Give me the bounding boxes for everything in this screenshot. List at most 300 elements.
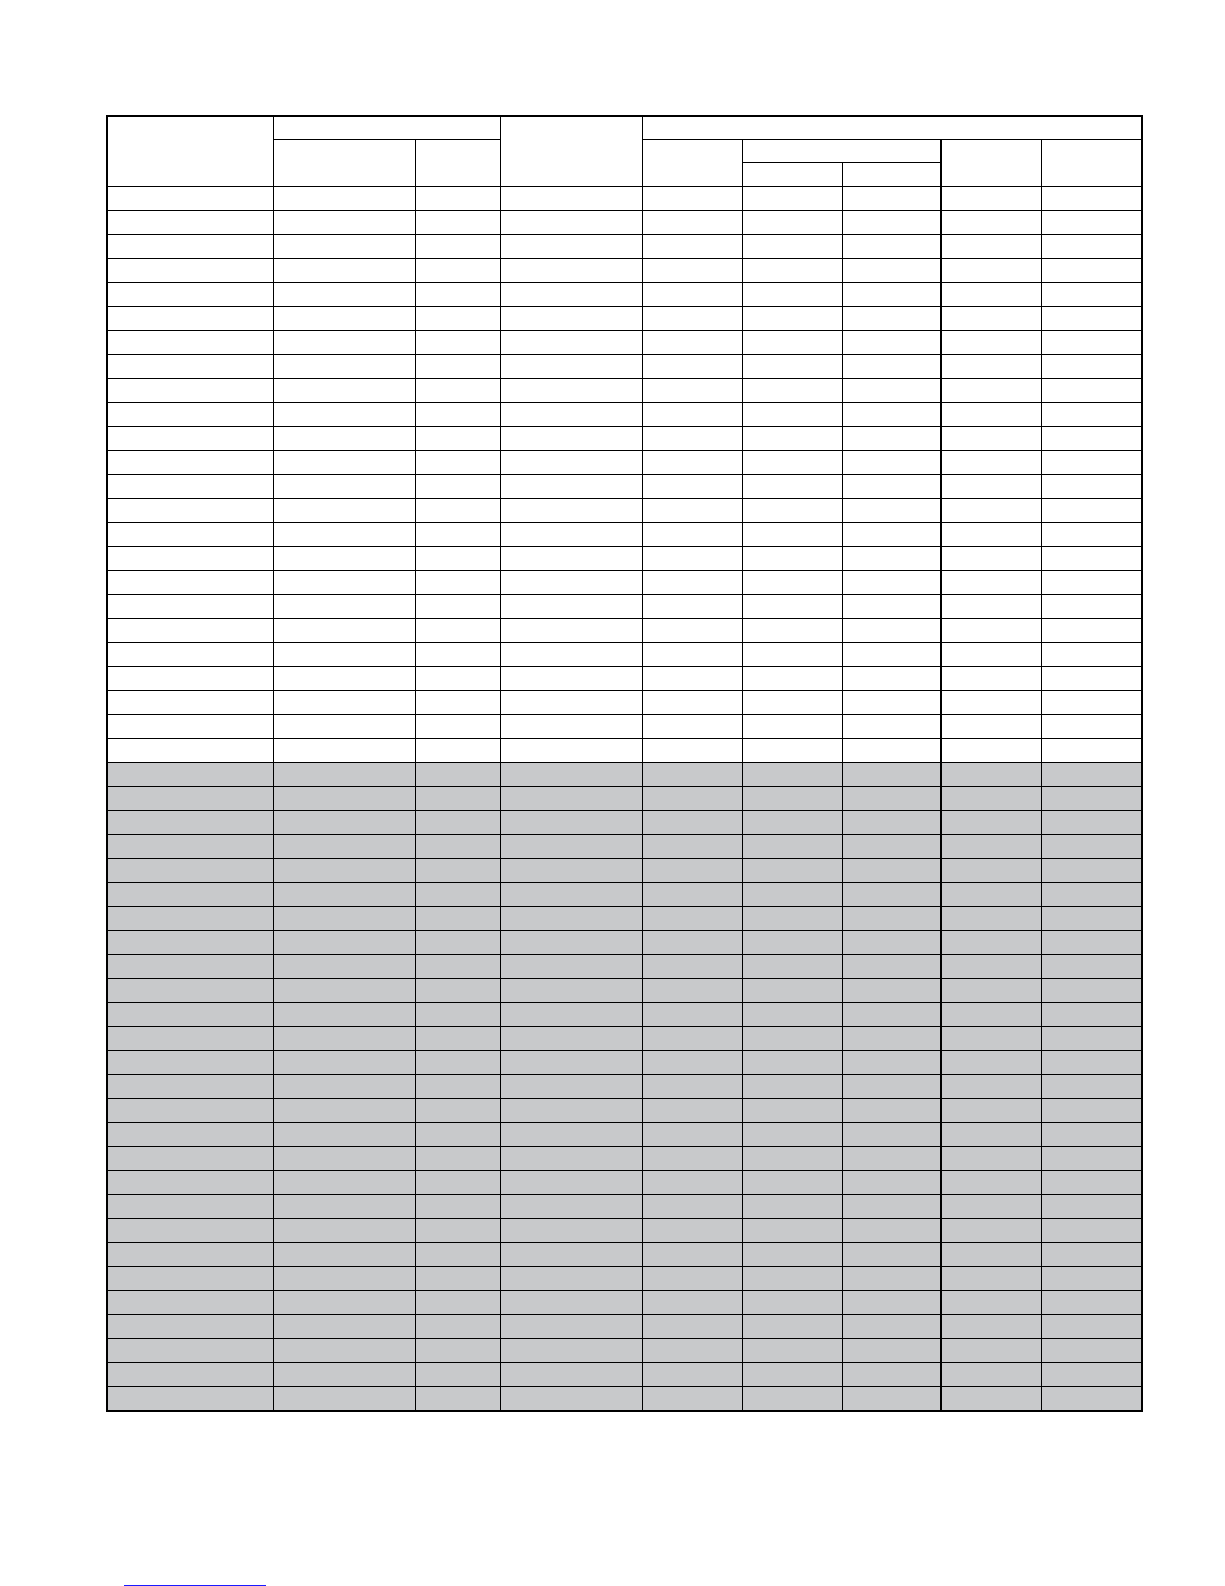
table-cell: [500, 355, 642, 379]
table-cell: [107, 619, 273, 643]
table-cell: [742, 355, 842, 379]
table-cell: [1041, 1123, 1142, 1147]
table-cell: [941, 739, 1041, 763]
table-row: [107, 763, 1142, 787]
table-cell: [842, 1075, 941, 1099]
table-cell: [415, 1123, 500, 1147]
table-cell: [642, 691, 742, 715]
table-cell: [642, 739, 742, 763]
table-cell: [742, 1363, 842, 1387]
table-cell: [415, 1363, 500, 1387]
table-row: [107, 1027, 1142, 1051]
table-cell: [742, 475, 842, 499]
table-cell: [1041, 859, 1142, 883]
table-cell: [642, 1291, 742, 1315]
table-cell: [941, 1195, 1041, 1219]
table-cell: [742, 379, 842, 403]
table-cell: [500, 787, 642, 811]
table-cell: [941, 643, 1041, 667]
table-cell: [642, 547, 742, 571]
table-cell: [941, 955, 1041, 979]
header-cell: [941, 140, 1041, 187]
table-cell: [941, 1027, 1041, 1051]
table-cell: [273, 475, 415, 499]
table-cell: [500, 691, 642, 715]
table-cell: [742, 211, 842, 235]
table-row: [107, 931, 1142, 955]
table-row: [107, 619, 1142, 643]
table-row: [107, 451, 1142, 475]
table-cell: [742, 763, 842, 787]
table-row: [107, 211, 1142, 235]
table-cell: [742, 619, 842, 643]
table-cell: [500, 1171, 642, 1195]
table-cell: [500, 451, 642, 475]
table-cell: [107, 1363, 273, 1387]
table-cell: [500, 283, 642, 307]
table-cell: [1041, 235, 1142, 259]
table-cell: [742, 1315, 842, 1339]
table-row: [107, 523, 1142, 547]
table-cell: [842, 1123, 941, 1147]
table-cell: [941, 283, 1041, 307]
table-cell: [500, 331, 642, 355]
table-cell: [842, 1339, 941, 1363]
table-cell: [842, 547, 941, 571]
table-row: [107, 1003, 1142, 1027]
table-cell: [415, 523, 500, 547]
table-cell: [941, 595, 1041, 619]
table-cell: [941, 547, 1041, 571]
table-cell: [742, 883, 842, 907]
table-cell: [941, 1123, 1041, 1147]
table-cell: [742, 859, 842, 883]
table-cell: [1041, 955, 1142, 979]
table-cell: [273, 979, 415, 1003]
table-cell: [742, 1099, 842, 1123]
table-cell: [842, 187, 941, 211]
table-cell: [500, 835, 642, 859]
table-cell: [415, 595, 500, 619]
table-cell: [500, 187, 642, 211]
table-cell: [415, 451, 500, 475]
table-cell: [500, 667, 642, 691]
table-cell: [642, 475, 742, 499]
table-cell: [1041, 523, 1142, 547]
table-cell: [941, 523, 1041, 547]
table-cell: [415, 643, 500, 667]
table-cell: [642, 451, 742, 475]
table-cell: [1041, 739, 1142, 763]
table-cell: [273, 907, 415, 931]
table-cell: [842, 1147, 941, 1171]
table-cell: [941, 835, 1041, 859]
table-cell: [642, 427, 742, 451]
table-cell: [1041, 1339, 1142, 1363]
table-cell: [273, 1123, 415, 1147]
table-cell: [742, 331, 842, 355]
table-cell: [642, 355, 742, 379]
table-cell: [107, 1123, 273, 1147]
table-cell: [742, 1147, 842, 1171]
table-cell: [107, 211, 273, 235]
table-row: [107, 1051, 1142, 1075]
table-cell: [842, 1291, 941, 1315]
table-cell: [642, 523, 742, 547]
table-cell: [642, 931, 742, 955]
table-cell: [742, 691, 842, 715]
table-cell: [642, 811, 742, 835]
table-row: [107, 355, 1142, 379]
table-cell: [842, 1195, 941, 1219]
table-cell: [642, 1003, 742, 1027]
table-cell: [1041, 307, 1142, 331]
table-cell: [1041, 1027, 1142, 1051]
table-cell: [500, 859, 642, 883]
table-row: [107, 1291, 1142, 1315]
table-cell: [742, 1075, 842, 1099]
table-cell: [107, 547, 273, 571]
table-cell: [941, 931, 1041, 955]
table-cell: [941, 811, 1041, 835]
table-cell: [642, 619, 742, 643]
table-cell: [941, 979, 1041, 1003]
table-cell: [415, 1219, 500, 1243]
table-cell: [742, 499, 842, 523]
table-cell: [500, 739, 642, 763]
table-cell: [500, 499, 642, 523]
table-row: [107, 331, 1142, 355]
table-cell: [842, 787, 941, 811]
table-cell: [642, 571, 742, 595]
table-cell: [273, 1291, 415, 1315]
table-cell: [500, 979, 642, 1003]
table-cell: [500, 1339, 642, 1363]
table-cell: [1041, 499, 1142, 523]
table-cell: [273, 835, 415, 859]
table-cell: [742, 595, 842, 619]
table-cell: [107, 835, 273, 859]
table-cell: [742, 451, 842, 475]
table-cell: [1041, 691, 1142, 715]
table-cell: [842, 355, 941, 379]
table-cell: [842, 715, 941, 739]
header-cell: [742, 140, 941, 163]
table-cell: [1041, 643, 1142, 667]
table-cell: [941, 571, 1041, 595]
table-cell: [415, 787, 500, 811]
table-row: [107, 235, 1142, 259]
table-cell: [500, 1267, 642, 1291]
table-cell: [500, 1219, 642, 1243]
table-row: [107, 187, 1142, 211]
table-cell: [1041, 1291, 1142, 1315]
table-cell: [107, 595, 273, 619]
table-cell: [273, 931, 415, 955]
table-cell: [500, 883, 642, 907]
table-cell: [642, 595, 742, 619]
table-cell: [941, 1363, 1041, 1387]
table-cell: [941, 619, 1041, 643]
table-cell: [107, 883, 273, 907]
table-cell: [1041, 187, 1142, 211]
table-cell: [273, 859, 415, 883]
table-cell: [107, 1003, 273, 1027]
table-cell: [273, 811, 415, 835]
table-cell: [500, 931, 642, 955]
table-header: [107, 116, 1142, 187]
table-cell: [500, 1387, 642, 1412]
table-cell: [941, 883, 1041, 907]
table-cell: [842, 235, 941, 259]
table-cell: [415, 427, 500, 451]
table-cell: [1041, 547, 1142, 571]
table-cell: [941, 907, 1041, 931]
table-cell: [742, 187, 842, 211]
header-cell: [742, 163, 842, 187]
table-cell: [642, 979, 742, 1003]
table-row: [107, 259, 1142, 283]
table-cell: [642, 1123, 742, 1147]
table-cell: [941, 1291, 1041, 1315]
table-cell: [415, 571, 500, 595]
table-cell: [642, 859, 742, 883]
table-row: [107, 739, 1142, 763]
table-cell: [107, 1387, 273, 1412]
table-cell: [842, 1099, 941, 1123]
table-cell: [642, 1051, 742, 1075]
table-cell: [273, 1099, 415, 1123]
table-cell: [107, 667, 273, 691]
table-cell: [842, 379, 941, 403]
header-cell: [107, 116, 273, 187]
table-cell: [1041, 619, 1142, 643]
table-cell: [742, 1339, 842, 1363]
table-cell: [742, 547, 842, 571]
table-cell: [1041, 1315, 1142, 1339]
table-cell: [273, 643, 415, 667]
table-cell: [107, 451, 273, 475]
header-cell: [500, 116, 642, 187]
table-cell: [941, 1267, 1041, 1291]
table-cell: [941, 667, 1041, 691]
table-cell: [642, 307, 742, 331]
table-cell: [107, 355, 273, 379]
table-cell: [842, 1003, 941, 1027]
table-cell: [642, 283, 742, 307]
table-cell: [941, 307, 1041, 331]
table-cell: [107, 1099, 273, 1123]
table-cell: [842, 907, 941, 931]
table-cell: [500, 235, 642, 259]
table-cell: [642, 1315, 742, 1339]
table-cell: [1041, 1387, 1142, 1412]
table-cell: [742, 739, 842, 763]
table-cell: [415, 931, 500, 955]
table-row: [107, 499, 1142, 523]
table-cell: [642, 259, 742, 283]
table-cell: [941, 403, 1041, 427]
table-cell: [642, 1243, 742, 1267]
table-cell: [107, 1195, 273, 1219]
blank-form-table: [106, 115, 1143, 1412]
table-cell: [415, 1051, 500, 1075]
table-cell: [500, 1363, 642, 1387]
table-cell: [842, 307, 941, 331]
table-cell: [941, 475, 1041, 499]
table-cell: [941, 1147, 1041, 1171]
table-cell: [500, 1147, 642, 1171]
table-cell: [1041, 1195, 1142, 1219]
table-row: [107, 283, 1142, 307]
table-row: [107, 883, 1142, 907]
header-row-1: [107, 116, 1142, 140]
table-cell: [273, 1339, 415, 1363]
table-cell: [642, 787, 742, 811]
table-cell: [273, 1051, 415, 1075]
table-cell: [500, 427, 642, 451]
header-cell: [273, 140, 415, 187]
table-cell: [500, 259, 642, 283]
table-cell: [273, 1267, 415, 1291]
table-cell: [415, 955, 500, 979]
table-row: [107, 715, 1142, 739]
table-cell: [273, 355, 415, 379]
table-cell: [1041, 283, 1142, 307]
table-cell: [642, 955, 742, 979]
table-cell: [273, 619, 415, 643]
table-cell: [500, 403, 642, 427]
table-cell: [415, 187, 500, 211]
table-cell: [107, 763, 273, 787]
table-row: [107, 571, 1142, 595]
header-cell: [415, 140, 500, 187]
table-cell: [842, 595, 941, 619]
table-row: [107, 1219, 1142, 1243]
table-cell: [842, 883, 941, 907]
table-cell: [842, 979, 941, 1003]
table-row: [107, 1387, 1142, 1412]
table-cell: [1041, 595, 1142, 619]
table-cell: [742, 907, 842, 931]
table-cell: [742, 1387, 842, 1412]
table-row: [107, 1123, 1142, 1147]
table-cell: [415, 859, 500, 883]
table-cell: [415, 1291, 500, 1315]
table-cell: [415, 1387, 500, 1412]
table-cell: [273, 1003, 415, 1027]
table-cell: [500, 1099, 642, 1123]
table-cell: [415, 691, 500, 715]
table-cell: [415, 355, 500, 379]
table-row: [107, 547, 1142, 571]
table-cell: [642, 235, 742, 259]
table-cell: [742, 1171, 842, 1195]
table-cell: [273, 787, 415, 811]
table-row: [107, 667, 1142, 691]
table-cell: [107, 283, 273, 307]
table-cell: [107, 787, 273, 811]
table-cell: [1041, 379, 1142, 403]
table-row: [107, 811, 1142, 835]
table-cell: [107, 1291, 273, 1315]
table-cell: [107, 955, 273, 979]
table-cell: [1041, 259, 1142, 283]
table-cell: [742, 931, 842, 955]
table-cell: [1041, 1243, 1142, 1267]
table-cell: [500, 643, 642, 667]
table-cell: [500, 1051, 642, 1075]
table-cell: [941, 1243, 1041, 1267]
table-cell: [107, 523, 273, 547]
table-cell: [941, 1315, 1041, 1339]
table-cell: [842, 1051, 941, 1075]
table-cell: [642, 1171, 742, 1195]
table-cell: [273, 331, 415, 355]
table-cell: [742, 835, 842, 859]
table-cell: [107, 1315, 273, 1339]
table-row: [107, 643, 1142, 667]
table-cell: [842, 763, 941, 787]
table-cell: [642, 835, 742, 859]
table-cell: [273, 259, 415, 283]
table-cell: [642, 1339, 742, 1363]
table-cell: [742, 811, 842, 835]
table-cell: [500, 1075, 642, 1099]
table-cell: [273, 1147, 415, 1171]
table-cell: [842, 955, 941, 979]
table-cell: [107, 1147, 273, 1171]
table-cell: [500, 955, 642, 979]
table-cell: [1041, 787, 1142, 811]
header-cell: [842, 163, 941, 187]
table-cell: [273, 307, 415, 331]
table-cell: [842, 1267, 941, 1291]
table-cell: [415, 1099, 500, 1123]
table-cell: [1041, 427, 1142, 451]
table-cell: [415, 547, 500, 571]
table-cell: [941, 427, 1041, 451]
table-cell: [500, 1291, 642, 1315]
table-cell: [415, 811, 500, 835]
table-row: [107, 427, 1142, 451]
table-cell: [107, 331, 273, 355]
table-cell: [415, 1195, 500, 1219]
table-cell: [273, 379, 415, 403]
table-cell: [1041, 763, 1142, 787]
table-cell: [842, 403, 941, 427]
table-cell: [941, 331, 1041, 355]
table-cell: [642, 763, 742, 787]
table-cell: [500, 1315, 642, 1339]
table-cell: [1041, 571, 1142, 595]
table-cell: [742, 955, 842, 979]
table-cell: [107, 691, 273, 715]
table-cell: [500, 1003, 642, 1027]
table-cell: [273, 1027, 415, 1051]
table-cell: [500, 715, 642, 739]
table-cell: [941, 211, 1041, 235]
table-cell: [642, 1267, 742, 1291]
table-cell: [941, 1099, 1041, 1123]
table-cell: [642, 715, 742, 739]
table-cell: [415, 475, 500, 499]
table-cell: [415, 403, 500, 427]
table-row: [107, 787, 1142, 811]
table-cell: [500, 475, 642, 499]
table-cell: [107, 1339, 273, 1363]
table-cell: [1041, 1267, 1142, 1291]
